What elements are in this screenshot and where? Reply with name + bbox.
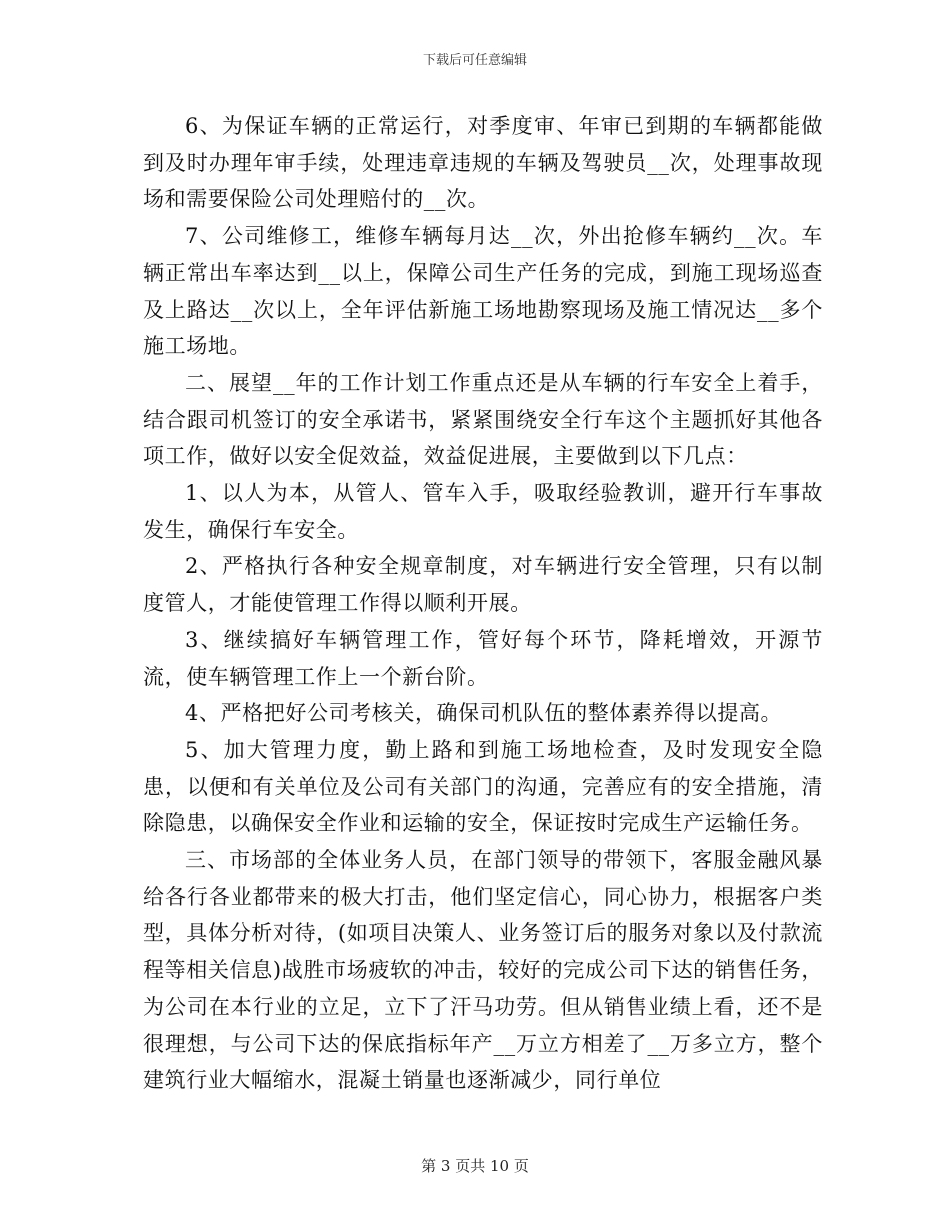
paragraph-point-2: 2、严格执行各种安全规章制度，对车辆进行安全管理，只有以制度管人，才能使管理工作得以顺利开展。 xyxy=(143,554,823,616)
paragraph-point-4: 4、严格把好公司考核关，确保司机队伍的整体素养得以提高。 xyxy=(185,701,783,726)
paragraph-item-6: 6、为保证车辆的正常运行，对季度审、年审已到期的车辆都能做到及时办理年审手续，处理违章违规的车辆及驾驶员__次，处理事故现场和需要保险公司处理赔付的__次。 xyxy=(143,114,823,212)
document-body xyxy=(143,108,823,1099)
paragraph-item-7: 7、公司维修工，维修车辆每月达__次，外出抢修车辆约__次。车辆正常出车率达到__以上，保障公司生产任务的完成，到施工现场巡查及上路达__次以上，全年评估新施工场地勘察现场及施工情况达__多个施工场地。 xyxy=(143,224,823,359)
page-header: 下载后可任意编辑 xyxy=(422,53,527,68)
paragraph-point-5: 5、加大管理力度，勤上路和到施工场地检查，及时发现安全隐患，以便和有关单位及公司有关部门的沟通，完善应有的安全措施，清除隐患，以确保安全作业和运输的安全，保证按时完成生产运输任务。 xyxy=(143,737,823,836)
paragraph-section-2: 二、展望__年的工作计划工作重点还是从车辆的行车安全上着手，结合跟司机签订的安全承诺书，紧紧围绕安全行车这个主题抓好其他各项工作，做好以安全促效益，效益促进展，主要做到以下几点： xyxy=(143,370,823,469)
paragraph-point-1: 1、以人为本，从管人、管车入手，吸取经验教训，避开行车事故发生，确保行车安全。 xyxy=(143,481,823,542)
page-footer: 第 3 页共 10 页 xyxy=(421,1157,529,1175)
paragraph-point-3: 3、继续搞好车辆管理工作，管好每个环节，降耗增效，开源节流，使车辆管理工作上一个新台阶。 xyxy=(143,627,823,689)
paragraph-section-3: 三、市场部的全体业务人员，在部门领导的带领下，客服金融风暴给各行各业都带来的极大打击，他们坚定信心，同心协力，根据客户类型，具体分析对待，(如项目决策人、业务签订后的服务对象以及付款流程等相关信息)战胜市场疲软的冲击，较好的完成公司下达的销售任务，为公司在本行业的立足，立下了汗马功劳。但从销售业绩上看，还不是很理想，与公司下达的保底指标年产__万立方相差了__万多立方，整个建筑行业大幅缩水，混凝土销量也逐渐减少，同行单位 xyxy=(143,848,823,1093)
